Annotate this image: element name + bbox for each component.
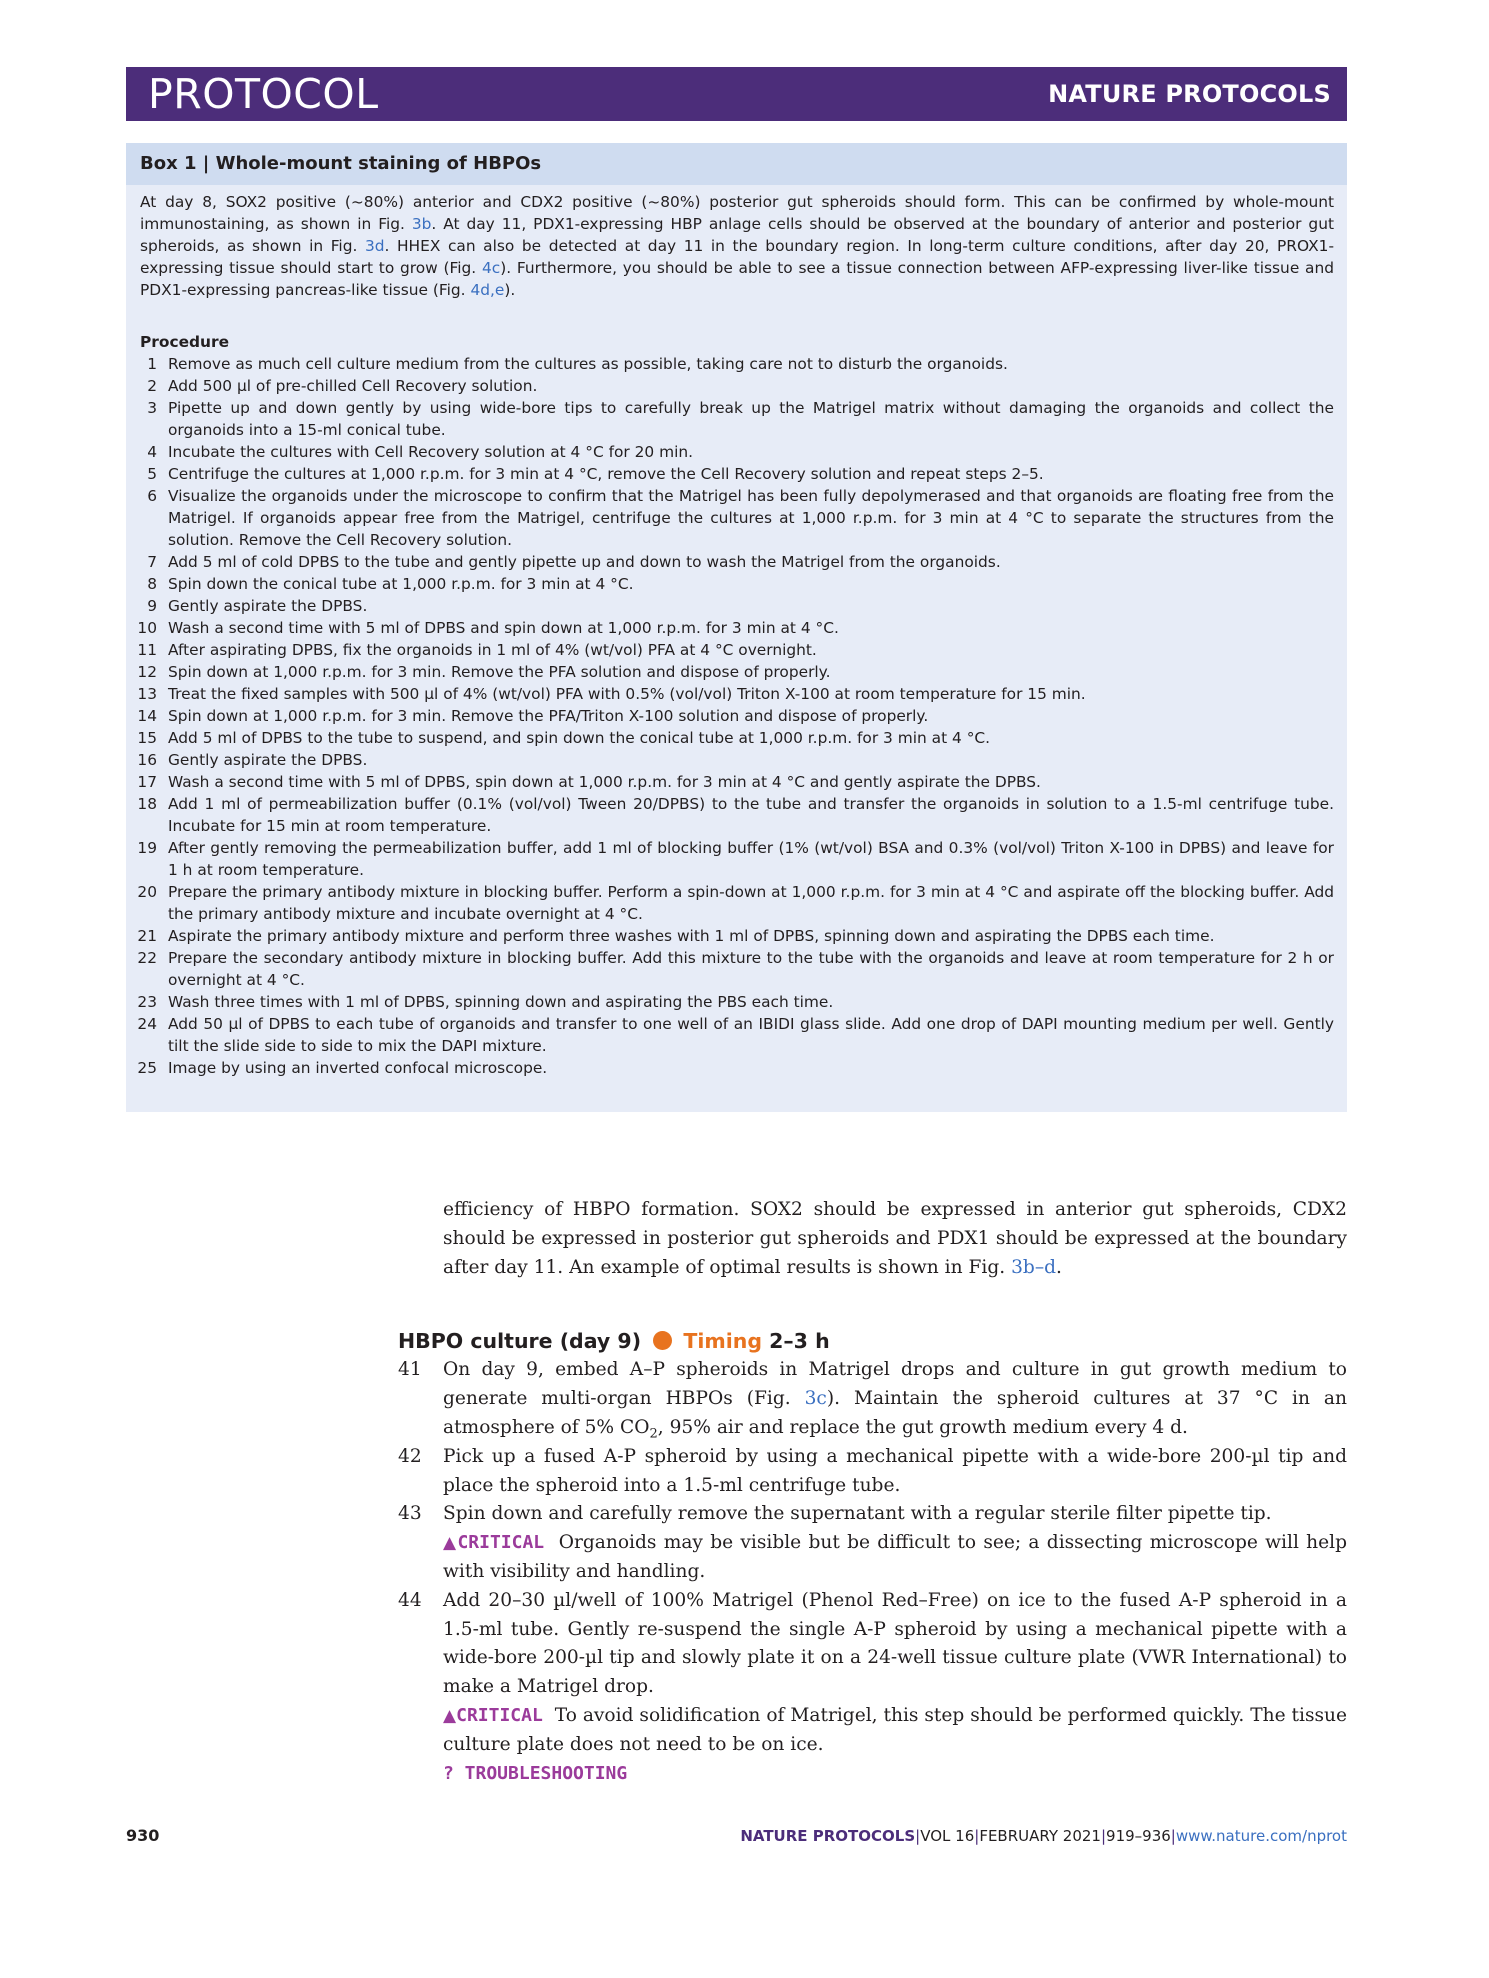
- page-number: 930: [126, 1826, 160, 1845]
- critical-spacer: [544, 1532, 559, 1553]
- text-run: On day 9, embed A–P spheroids in Matrigel drops and culture in gut growth medium to generate multi-organ HBPOs (Fig.: [443, 1359, 1347, 1410]
- procedure-step: [126, 837, 1347, 881]
- figure-link[interactable]: 3b: [411, 215, 432, 233]
- procedure-step: [126, 397, 1347, 441]
- section-label: PROTOCOL: [148, 70, 379, 118]
- step-text: Add 5 ml of DPBS to the tube to suspend, and spin down the conical tube at 1,000 r.p.m. for 3 min at 4 °C.: [168, 729, 991, 747]
- main-steps: [398, 1356, 1347, 1788]
- subscript: 2: [649, 1426, 658, 1442]
- text-run: . At day 11, PDX1-expressing HBP anlage cells should be observed at the boundary of anterior and posterior gut spheroids, as shown in Fig.: [140, 215, 1334, 255]
- critical-triangle-icon: ▲: [443, 1533, 458, 1554]
- procedure-step: [126, 353, 1347, 375]
- running-header: [126, 67, 1347, 121]
- procedure-step: [126, 617, 1347, 639]
- step-number: 18: [137, 795, 157, 813]
- step-text: Add 500 µl of pre-chilled Cell Recovery solution.: [168, 377, 538, 395]
- troubleshooting-link[interactable]: ? TROUBLESHOOTING: [443, 1762, 628, 1784]
- footer-separator: |: [1170, 1827, 1176, 1845]
- step-text: Visualize the organoids under the microscope to confirm that the Matrigel has been fully depolymerased and that organoids are floating free from the Matrigel. If organoids appear free from the Matrigel, centrifuge the cultures at 1,000 r.p.m. for 3 min at 4 °C to separate the structures from the solution. Remove the Cell Recovery solution.: [168, 487, 1334, 549]
- step-text: Gently aspirate the DPBS.: [168, 751, 368, 769]
- procedure-step: [126, 727, 1347, 749]
- step-number: 15: [137, 729, 157, 747]
- timing-label: Timing: [683, 1329, 763, 1354]
- main-text: [398, 1196, 1347, 1788]
- step-number: 6: [147, 487, 157, 505]
- procedure-step: [126, 947, 1347, 991]
- procedure-heading: Procedure: [140, 333, 230, 351]
- step-number: 4: [147, 443, 157, 461]
- step-number: 24: [137, 1015, 157, 1033]
- step-number: 2: [147, 377, 157, 395]
- footer-journal: NATURE PROTOCOLS: [740, 1827, 916, 1845]
- figure-link[interactable]: 3d: [364, 237, 385, 255]
- step-number: 42: [398, 1445, 422, 1467]
- procedure-step: [126, 551, 1347, 573]
- step-body: [443, 1587, 1347, 1789]
- footer-separator: |: [1100, 1827, 1107, 1845]
- step-number: 22: [137, 949, 157, 967]
- step-text: [443, 1356, 1347, 1442]
- box-title: Box 1 | Whole-mount staining of HBPOs: [140, 153, 542, 174]
- step-text: Incubate the cultures with Cell Recovery solution at 4 °C for 20 min.: [168, 443, 694, 461]
- step-text: Pipette up and down gently by using wide-bore tips to carefully break up the Matrigel matrix without damaging the organoids and collect the organoids into a 15-ml conical tube.: [168, 399, 1334, 439]
- step-body: [443, 1500, 1347, 1586]
- step-number: 1: [147, 355, 157, 373]
- journal-name: NATURE PROTOCOLS: [1048, 80, 1331, 108]
- step-number: 13: [137, 685, 157, 703]
- step-number: 3: [147, 399, 157, 417]
- procedure-step: [126, 881, 1347, 925]
- section-subheading: [398, 1326, 1347, 1356]
- step-number: 20: [137, 883, 157, 901]
- step-text: Add 5 ml of cold DPBS to the tube and gently pipette up and down to wash the Matrigel from the organoids.: [168, 553, 1001, 571]
- step-number: 10: [137, 619, 157, 637]
- step-text: Wash a second time with 5 ml of DPBS, spin down at 1,000 r.p.m. for 3 min at 4 °C and gently aspirate the DPBS.: [168, 773, 1041, 791]
- critical-label: CRITICAL: [457, 1532, 545, 1554]
- procedure-step: [126, 1057, 1347, 1079]
- step-text: After aspirating DPBS, fix the organoids in 1 ml of 4% (wt/vol) PFA at 4 °C overnight.: [168, 641, 817, 659]
- footer-separator: |: [974, 1827, 980, 1845]
- step-text: [443, 1587, 1347, 1702]
- procedure-step: [126, 661, 1347, 683]
- critical-text: To avoid solidification of Matrigel, this step should be performed quickly. The tissue culture plate does not need to be on ice.: [443, 1704, 1348, 1755]
- step-text: Image by using an inverted confocal microscope.: [168, 1059, 548, 1077]
- procedure-step: [126, 463, 1347, 485]
- step-body: [443, 1443, 1347, 1501]
- procedure-step: [126, 639, 1347, 661]
- step-text: Spin down the conical tube at 1,000 r.p.m. for 3 min at 4 °C.: [168, 575, 634, 593]
- procedure-step: [126, 441, 1347, 463]
- step-number: 14: [137, 707, 157, 725]
- procedure-step: [126, 991, 1347, 1013]
- text-run: ). Furthermore, you should be able to see a tissue connection between AFP-expressing liver-like tissue and PDX1-expressing pancreas-like tissue (Fig.: [140, 259, 1334, 299]
- step-text: Wash a second time with 5 ml of DPBS and spin down at 1,000 r.p.m. for 3 min at 4 °C.: [168, 619, 839, 637]
- text-run: Pick up a fused A-P spheroid by using a mechanical pipette with a wide-bore 200-µl tip and place the spheroid into a 1.5-ml centrifuge tube.: [443, 1445, 1347, 1496]
- critical-text: Organoids may be visible but be difficult to see; a dissecting microscope will help with visibility and handling.: [443, 1532, 1348, 1582]
- procedure-step: [126, 375, 1347, 397]
- subheading-title: HBPO culture (day 9): [398, 1329, 642, 1354]
- procedure-step: [126, 1013, 1347, 1057]
- critical-triangle-icon: ▲: [443, 1705, 457, 1726]
- step-text: Centrifuge the cultures at 1,000 r.p.m. for 3 min at 4 °C, remove the Cell Recovery solution and repeat steps 2–5.: [168, 465, 1044, 483]
- footer-date: FEBRUARY 2021: [979, 1827, 1101, 1845]
- step-text: Add 50 µl of DPBS to each tube of organoids and transfer to one well of an IBIDI glass slide. Add one drop of DAPI mounting medium per well. Gently tilt the slide side to side to mix the DAPI mixture.: [168, 1015, 1334, 1055]
- figure-link[interactable]: 3c: [804, 1388, 827, 1410]
- footer-separator: |: [915, 1827, 921, 1845]
- step-text: Add 1 ml of permeabilization buffer (0.1% (vol/vol) Tween 20/DPBS) to the tube and transfer the organoids in solution to a 1.5-ml centrifuge tube. Incubate for 15 min at room temperature.: [168, 795, 1334, 835]
- step-text: Prepare the primary antibody mixture in blocking buffer. Perform a spin-down at 1,000 r.p.m. for 3 min at 4 °C and aspirate off the blocking buffer. Add the primary antibody mixture and incubate overnight at 4 °C.: [168, 883, 1334, 923]
- protocol-step: [398, 1500, 1347, 1586]
- box-title-bar: [126, 143, 1347, 185]
- step-text: Treat the fixed samples with 500 µl of 4% (wt/vol) PFA with 0.5% (vol/vol) Triton X-100 at room temperature for 15 min.: [168, 685, 1086, 703]
- step-number: 11: [137, 641, 157, 659]
- step-number: 12: [137, 663, 157, 681]
- text-run: , 95% air and replace the gut growth medium every 4 d.: [657, 1416, 1188, 1438]
- step-number: 8: [147, 575, 157, 593]
- procedure-step: [126, 771, 1347, 793]
- step-text: Spin down at 1,000 r.p.m. for 3 min. Remove the PFA/Triton X-100 solution and dispose of properly.: [168, 707, 929, 725]
- box-1: [126, 143, 1347, 1112]
- text-run: ).: [504, 281, 516, 299]
- critical-label: CRITICAL: [456, 1704, 543, 1726]
- figure-link[interactable]: 3b–d: [1011, 1256, 1057, 1278]
- protocol-step: [398, 1443, 1347, 1501]
- step-number: 17: [137, 773, 157, 791]
- step-text: Prepare the secondary antibody mixture in blocking buffer. Add this mixture to the tube with the organoids and leave at room temperature for 2 h or overnight at 4 °C.: [168, 949, 1334, 989]
- text-run: At day 8, SOX2 positive (~80%) anterior and CDX2 positive (~80%) posterior gut spheroids should form. This can be confirmed by whole-mount immunostaining, as shown in Fig.: [140, 193, 1334, 233]
- procedure-step: [126, 925, 1347, 947]
- step-text: After gently removing the permeabilization buffer, add 1 ml of blocking buffer (1% (wt/vol) BSA and 0.3% (vol/vol) Triton X-100 in DPBS) and leave for 1 h at room temperature.: [168, 839, 1334, 879]
- footer-volume: VOL 16: [920, 1827, 975, 1845]
- procedure-steps: [126, 353, 1347, 1079]
- text-run: Add 20–30 µl/well of 100% Matrigel (Phenol Red–Free) on ice to the fused A-P spheroid in a 1.5-ml tube. Gently re-suspend the single A-P spheroid by using a mechanical pipette with a wide-bore 200-µl tip and slowly plate it on a 24-well tissue culture plate (VWR International) to make a Matrigel drop.: [443, 1589, 1347, 1698]
- timing-value: 2–3 h: [769, 1329, 830, 1354]
- text-run: ). Maintain the spheroid cultures at 37 °C in an atmosphere of 5% CO: [443, 1388, 1347, 1438]
- timing-dot-icon: [653, 1331, 672, 1350]
- text-run: .: [1056, 1256, 1062, 1278]
- procedure-step: [126, 749, 1347, 771]
- footer-pages: 919–936: [1106, 1827, 1171, 1845]
- step-number: 21: [137, 927, 157, 945]
- procedure-step: [126, 793, 1347, 837]
- step-text: Spin down at 1,000 r.p.m. for 3 min. Remove the PFA solution and dispose of properly.: [168, 663, 831, 681]
- step-number: 41: [398, 1359, 422, 1381]
- text-run: Spin down and carefully remove the supernatant with a regular sterile filter pipette tip.: [443, 1503, 1272, 1525]
- procedure-step: [126, 485, 1347, 551]
- step-text: [443, 1443, 1347, 1501]
- step-text: Wash three times with 1 ml of DPBS, spinning down and aspirating the PBS each time.: [168, 993, 834, 1011]
- step-number: 19: [137, 839, 157, 857]
- results-paragraph: [398, 1196, 1347, 1282]
- procedure-step: [126, 683, 1347, 705]
- step-text: Gently aspirate the DPBS.: [168, 597, 368, 615]
- protocol-step: [398, 1356, 1347, 1442]
- footer-citation: [740, 1826, 1347, 1846]
- step-body: [443, 1356, 1347, 1442]
- critical-note: [443, 1529, 1347, 1587]
- step-number: 43: [398, 1503, 422, 1525]
- step-number: 5: [147, 465, 157, 483]
- text-run: efficiency of HBPO formation. SOX2 should be expressed in anterior gut spheroids, CDX2 should be expressed in posterior gut spheroids and PDX1 should be expressed at the boundary after day 11. An example of optimal results is shown in Fig.: [443, 1199, 1347, 1278]
- procedure-step: [126, 573, 1347, 595]
- step-text: Remove as much cell culture medium from the cultures as possible, taking care not to disturb the organoids.: [168, 355, 1008, 373]
- step-number: 44: [398, 1589, 422, 1611]
- critical-note: [443, 1702, 1347, 1760]
- figure-link[interactable]: 4c: [481, 259, 501, 277]
- procedure-step: [126, 595, 1347, 617]
- step-number: 7: [147, 553, 157, 571]
- text-run: . HHEX can also be detected at day 11 in the boundary region. In long-term culture conditions, after day 20, PROX1-expressing tissue should start to grow (Fig.: [140, 237, 1334, 277]
- step-text: Aspirate the primary antibody mixture and perform three washes with 1 ml of DPBS, spinning down and aspirating the DPBS each time.: [168, 927, 1215, 945]
- step-number: 9: [147, 597, 157, 615]
- step-number: 16: [137, 751, 157, 769]
- step-text: [443, 1500, 1347, 1529]
- box-intro-paragraph: [140, 191, 1334, 301]
- step-number: 23: [137, 993, 157, 1011]
- footer-url-link[interactable]: www.nature.com/nprot: [1175, 1827, 1347, 1845]
- figure-link[interactable]: 4d,e: [470, 281, 505, 299]
- protocol-step: [398, 1587, 1347, 1789]
- procedure-step: [126, 705, 1347, 727]
- step-number: 25: [137, 1059, 157, 1077]
- critical-spacer: [543, 1705, 555, 1726]
